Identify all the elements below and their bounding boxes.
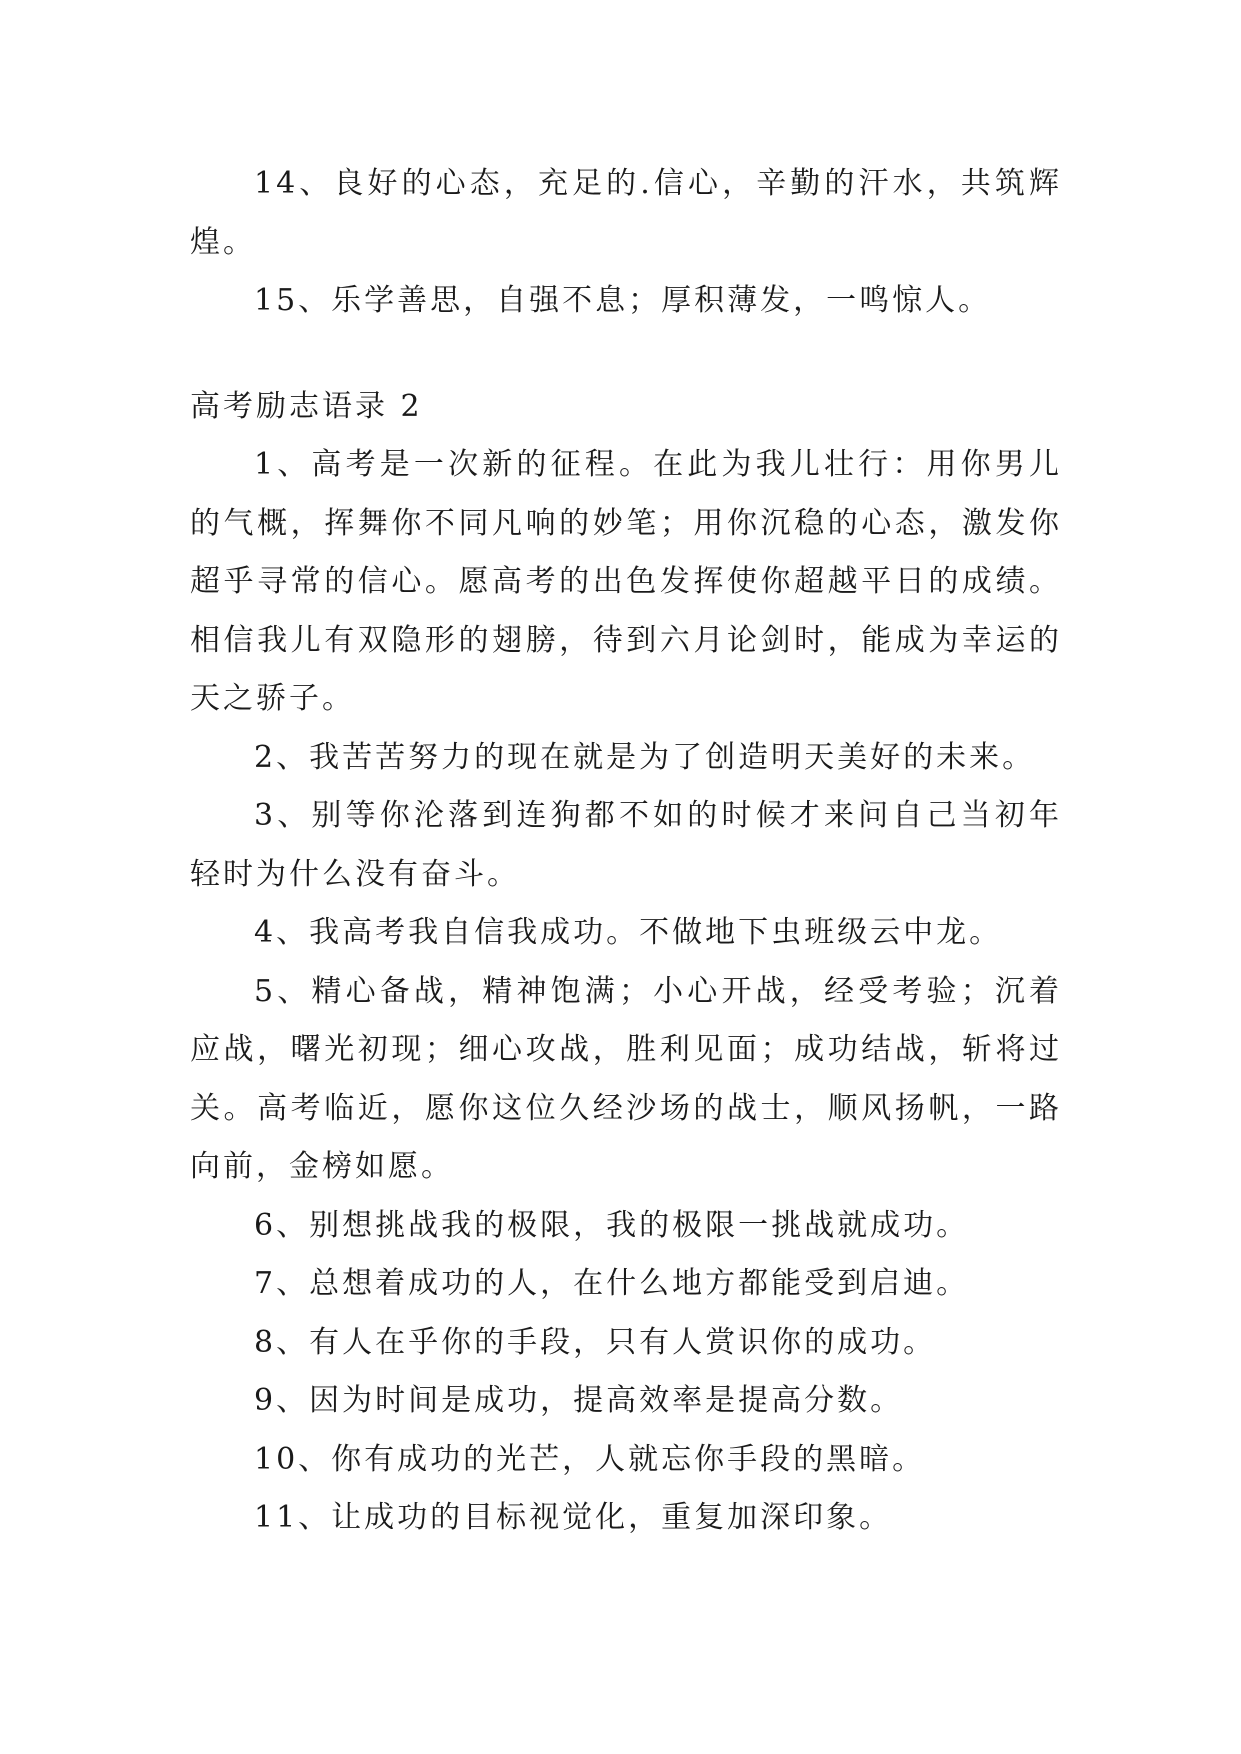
quote-paragraph: 11、让成功的目标视觉化，重复加深印象。 [254, 1500, 893, 1535]
quote-paragraph: 9、因为时间是成功，提高效率是提高分数。 [254, 1383, 904, 1418]
quote-paragraph: 3、别等你沦落到连狗都不如的时候才来问自己当初年轻时为什么没有奋斗。 [190, 798, 1062, 892]
quote-paragraph: 8、有人在乎你的手段，只有人赏识你的成功。 [254, 1324, 937, 1360]
quote-paragraph: 5、精心备战，精神饱满；小心开战，经受考验；沉着应战，曙光初现；细心攻战，胜利见面；成功结战，斩将过关。高考临近，愿你这位久经沙场的战士，顺风扬帆，一路向前，金榜如愿。 [190, 973, 1062, 1184]
quote-paragraph: 7、总想着成功的人，在什么地方都能受到启迪。 [254, 1266, 970, 1301]
quote-paragraph: 14、良好的心态，充足的.信心，辛勤的汗水，共筑辉煌。 [190, 166, 1062, 260]
quote-paragraph: 2、我苦苦努力的现在就是为了创造明天美好的未来。 [254, 739, 1036, 775]
document-body [190, 155, 1062, 1548]
quote-paragraph: 4、我高考我自信我成功。不做地下虫班级云中龙。 [254, 915, 1003, 950]
quote-paragraph: 1、高考是一次新的征程。在此为我儿壮行：用你男儿的气概，挥舞你不同凡响的妙笔；用你沉稳的心态，激发你超乎寻常的信心。愿高考的出色发挥使你超越平日的成绩。相信我儿有双隐形的翅膀，待到六月论剑时，能成为幸运的天之骄子。 [190, 447, 1062, 716]
quote-paragraph: 6、别想挑战我的极限，我的极限一挑战就成功。 [254, 1207, 970, 1243]
quote-paragraph: 10、你有成功的光芒，人就忘你手段的黑暗。 [254, 1441, 926, 1477]
section-heading: 高考励志语录 2 [190, 388, 423, 424]
quote-paragraph: 15、乐学善思，自强不息；厚积薄发，一鸣惊人。 [254, 283, 992, 318]
